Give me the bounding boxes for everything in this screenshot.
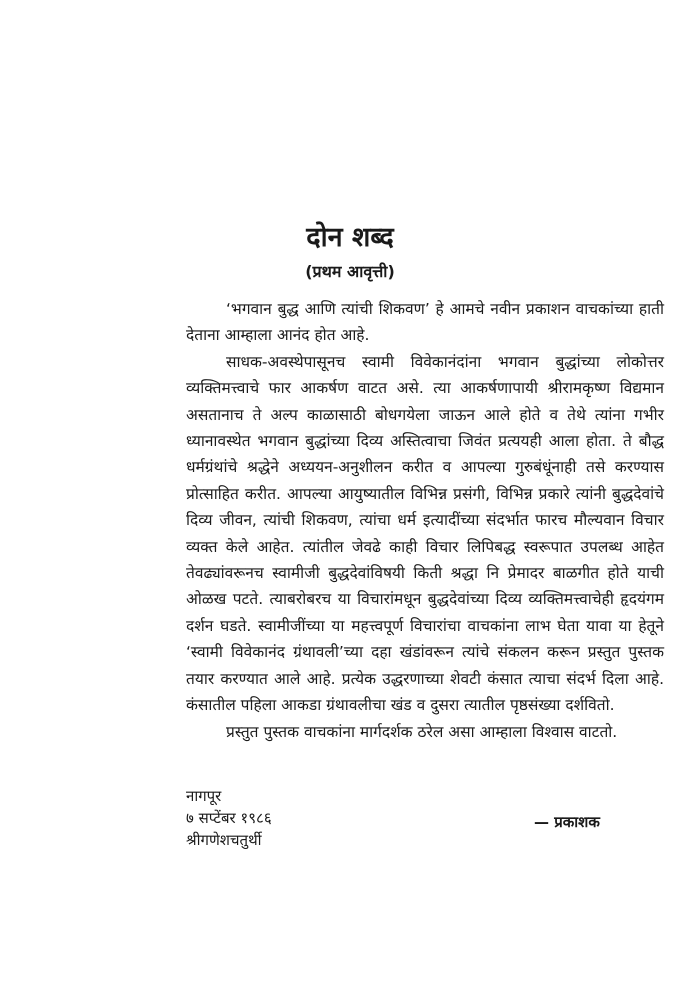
date-line: ७ सप्टेंबर १९८६ bbox=[186, 809, 272, 827]
body-text bbox=[186, 296, 664, 745]
page-title: दोन शब्द bbox=[306, 222, 394, 253]
page-subtitle: (प्रथम आवृत्ती) bbox=[305, 262, 395, 281]
publisher-signature: — प्रकाशक bbox=[534, 813, 600, 831]
occasion-line: श्रीगणेशचतुर्थी bbox=[186, 831, 262, 849]
paragraph-main: साधक-अवस्थेपासूनच स्वामी विवेकानंदांना भगवान बुद्धांच्या लोकोत्तर व्यक्तिमत्त्वाचे फार आकर्षण वाटत असे. त्या आकर्षणापायी श्रीरामकृष्ण विद्यमान असतानाच ते अल्प काळासाठी बोधगयेला जाऊन आले होते व तेथे त्यांना गभीर ध्यानावस्थेत भगवान बुद्धांच्या दिव्य अस्तित्वाचा जिवंत प्रत्ययही आला होता. ते बौद्ध धर्मग्रंथांचे श्रद्धेने अध्ययन-अनुशीलन करीत व आपल्या गुरुबंधूंनाही तसे करण्यास प्रोत्साहित करीत. आपल्या आयुष्यातील विभिन्न प्रसंगी, विभिन्न प्रकारे त्यांनी बुद्धदेवांचे दिव्य जीवन, त्यांची शिकवण, त्यांचा धर्म इत्यादींच्या संदर्भात फारच मौल्यवान विचार व्यक्त केले आहेत. त्यांतील जेवढे काही विचार लिपिबद्ध स्वरूपात उपलब्ध आहेत तेवढ्यांवरूनच स्वामीजी बुद्धदेवांविषयी किती श्रद्धा नि प्रेमादर बाळगीत होते याची ओळख पटते. त्याबरोबरच या विचारांमधून बुद्धदेवांच्या दिव्य व्यक्तिमत्त्वाचेही हृदयंगम दर्शन घडते. स्वामीजींच्या या महत्त्वपूर्ण विचारांचा वाचकांना लाभ घेता यावा या हेतूने ‘स्वामी विवेकानंद ग्रंथावली’च्या दहा खंडांवरून त्यांचे संकलन करून प्रस्तुत पुस्तक तयार करण्यात आले आहे. प्रत्येक उद्धरणाच्या शेवटी कंसात त्याचा संदर्भ दिला आहे. कंसातील पहिला आकडा ग्रंथावलीचा खंड व दुसरा त्यातील पृष्ठसंख्या दर्शवितो. bbox=[186, 352, 664, 715]
place-line: नागपूर bbox=[186, 787, 222, 805]
paragraph-intro: ‘भगवान बुद्ध आणि त्यांची शिकवण’ हे आमचे नवीन प्रकाशन वाचकांच्या हाती देताना आम्हाला आनंद होत आहे. bbox=[186, 300, 664, 345]
paragraph-closing: प्रस्तुत पुस्तक वाचकांना मार्गदर्शक ठरेल असा आम्हाला विश्वास वाटतो. bbox=[226, 722, 618, 741]
